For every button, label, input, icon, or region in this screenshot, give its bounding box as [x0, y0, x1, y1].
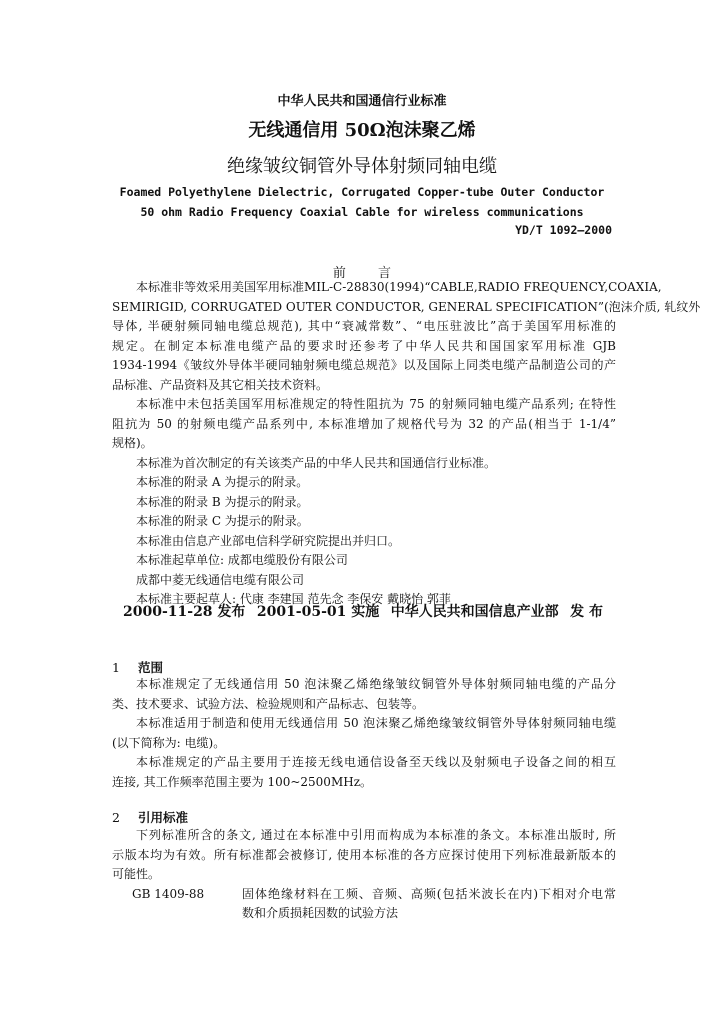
- section1-line: 本标准规定的产品主要用于连接无线电通信设备至天线以及射频电子设备之间的相互: [136, 755, 616, 769]
- section1-line: 本标准规定了无线通信用 50 泡沫聚乙烯绝缘皱纹铜管外导体射频同轴电缆的产品分: [136, 677, 616, 691]
- foreword-line: 成都中菱无线通信电缆有限公司: [136, 572, 305, 587]
- section-heading: [112, 658, 163, 676]
- issue-date: 2000-11-28 发布: [123, 604, 246, 620]
- english-title-line2: 50 ohm Radio Frequency Coaxial Cable for wireless communications: [140, 205, 584, 219]
- foreword-body: [112, 278, 701, 610]
- section2-line: 可能性。: [112, 867, 161, 881]
- foreword-line: 导体, 半硬射频同轴电缆总规范), 其中“衰减常数”、“电压驻波比”高于美国军用标准的: [112, 319, 616, 333]
- foreword-line: 规定。在制定本标准电缆产品的要求时还参考了中华人民共和国国家军用标准 GJB: [112, 338, 616, 353]
- foreword-line: 品标准、产品资料及其它相关技术资料。: [112, 377, 329, 392]
- section1-line: (以下简称为: 电缆)。: [112, 735, 226, 750]
- reference-title-line: 数和介质损耗因数的试验方法: [242, 906, 399, 920]
- section2-line: 示版本均为有效。所有标准都会被修订, 使用本标准的各方应探讨使用下列标准最新版本的: [112, 847, 616, 862]
- reference-title-line: 固体绝缘材料在工频、音频、高频(包括米波长在内)下相对介电常: [242, 886, 616, 901]
- release-label: 发 布: [570, 604, 603, 620]
- foreword-line: 本标准的附录 B 为提示的附录。: [136, 494, 309, 509]
- section-title: 范围: [138, 660, 164, 675]
- standard-number: YD/T 1092—2000: [515, 223, 612, 237]
- implementation-date: 2001-05-01 实施: [256, 604, 380, 620]
- foreword-line: 本标准中未包括美国军用标准规定的特性阻抗为 75 的射频同轴电缆产品系列; 在特性: [136, 397, 616, 411]
- document-title-line2: 绝缘皱纹铜管外导体射频同轴电缆: [227, 156, 497, 177]
- section2-body: [112, 826, 616, 924]
- industry-standard-label: 中华人民共和国通信行业标准: [277, 94, 447, 109]
- section2-line: 下列标准所含的条文, 通过在本标准中引用而构成为本标准的条文。本标准出版时, 所: [136, 828, 616, 842]
- reference-code: GB 1409-88: [132, 886, 205, 901]
- document-title-line1: 无线通信用 50Ω泡沫聚乙烯: [248, 120, 476, 141]
- reference-entry: [112, 885, 616, 924]
- section-number: 1: [112, 660, 120, 675]
- foreword-line: SEMIRIGID, CORRUGATED OUTER CONDUCTOR, GENERAL SPECIFICATION”(泡沫介质, 轧纹外: [112, 299, 701, 314]
- foreword-line: 本标准为首次制定的有关该类产品的中华人民共和国通信行业标准。: [136, 455, 497, 470]
- section1-line: 类、技术要求、试验方法、检验规则和产品标志、包装等。: [112, 696, 425, 711]
- foreword-line: 本标准的附录 C 为提示的附录。: [136, 514, 309, 528]
- section1-line: 本标准适用于制造和使用无线通信用 50 泡沫聚乙烯绝缘皱纹铜管外导体射频同轴电缆: [136, 716, 616, 730]
- section-title: 引用标准: [138, 810, 189, 825]
- section-number: 2: [112, 810, 120, 825]
- foreword-line: 本标准的附录 A 为提示的附录。: [136, 475, 309, 489]
- issue-line: [123, 601, 603, 621]
- foreword-line: 本标准由信息产业部电信科学研究院提出并归口。: [136, 533, 401, 548]
- section-heading: [112, 808, 188, 826]
- foreword-line: 阻抗为 50 的射频电缆产品系列中, 本标准增加了规格代号为 32 的产品(相当于 1-1/4”: [112, 416, 616, 431]
- section1-body: [112, 675, 616, 792]
- foreword-line: 本标准非等效采用美国军用标准MIL-C-28830(1994)“CABLE,RADIO FREQUENCY,COAXIA,: [136, 280, 662, 294]
- foreword-line: 1934-1994《皱纹外导体半硬同轴射频电缆总规范》以及国际上同类电缆产品制造公司的产: [112, 358, 616, 372]
- issuing-authority: 中华人民共和国信息产业部: [390, 604, 559, 620]
- foreword-line: 本标准起草单位: 成都电缆股份有限公司: [136, 553, 348, 567]
- foreword-heading: 前 言: [332, 266, 406, 281]
- foreword-line: 规格)。: [112, 436, 153, 450]
- english-title-line1: Foamed Polyethylene Dielectric, Corrugated Copper-tube Outer Conductor: [119, 185, 605, 199]
- section1-line: 连接, 其工作频率范围主要为 100~2500MHz。: [112, 774, 373, 789]
- foreword-line: 本标准主要起草人: 代康 李建国 范先念 李保安 戴晓怡 郭菲: [136, 592, 451, 606]
